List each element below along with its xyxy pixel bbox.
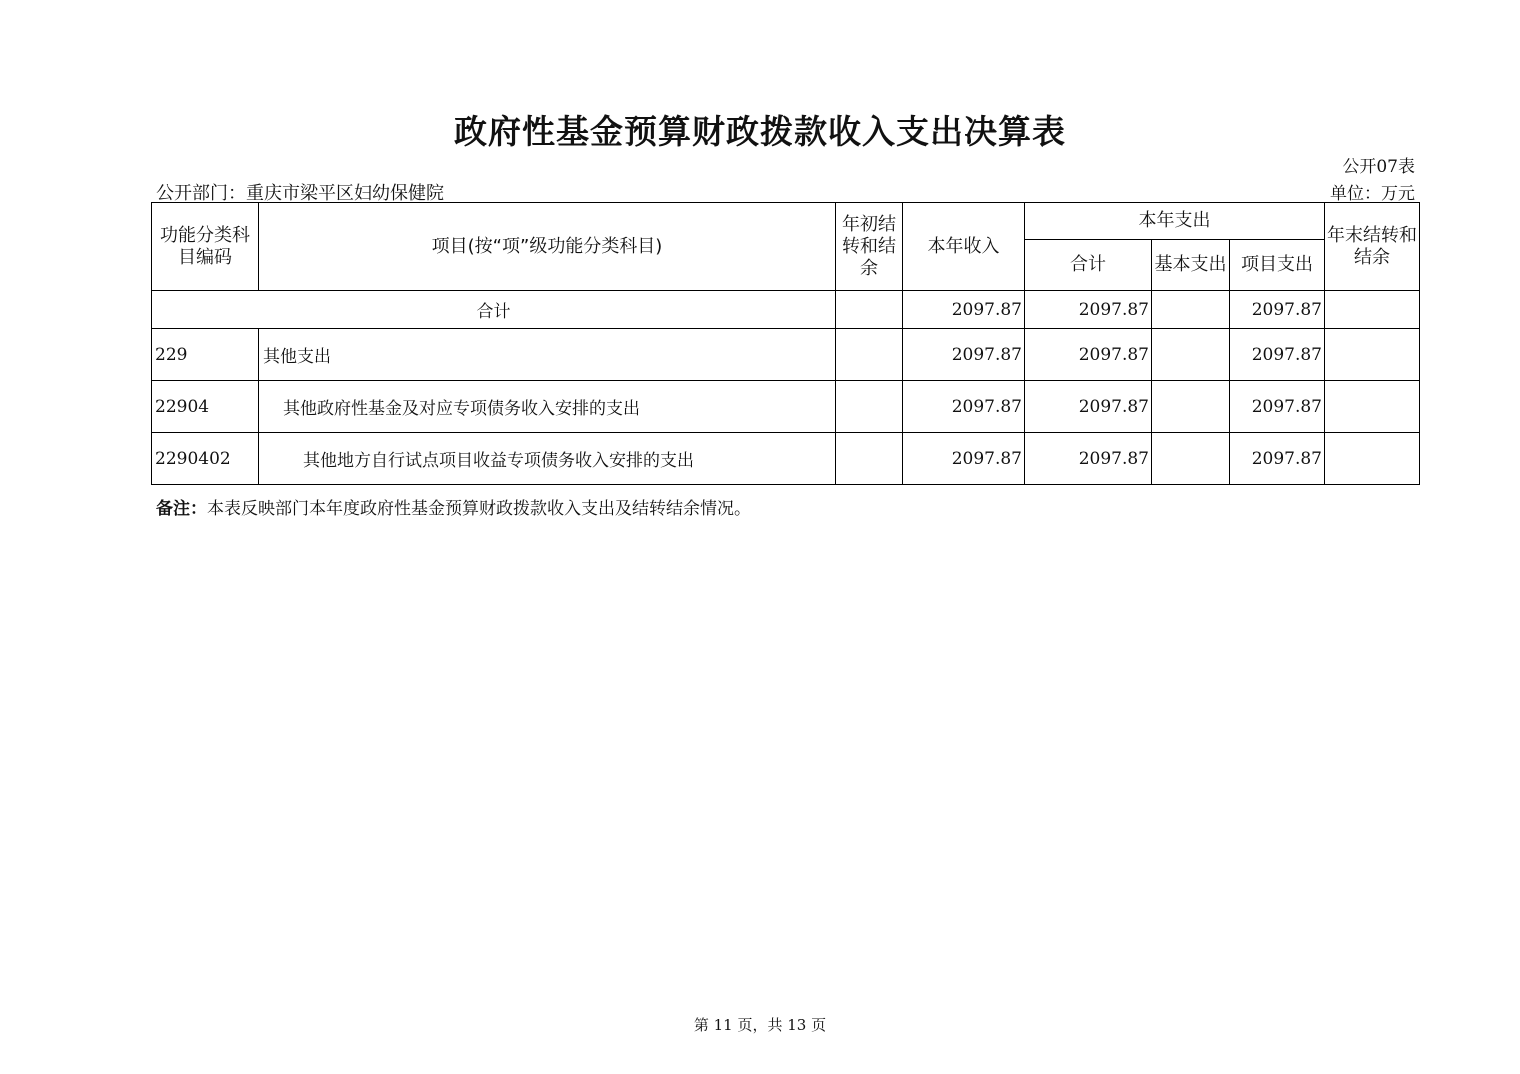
cell-income: 2097.87 <box>903 433 1025 485</box>
cell-expense-total: 2097.87 <box>1025 433 1152 485</box>
header-begin-balance: 年初结转和结余 <box>836 203 903 291</box>
budget-table <box>151 202 1420 485</box>
cell-expense-project: 2097.87 <box>1230 433 1325 485</box>
department-label: 公开部门：重庆市梁平区妇幼保健院 <box>156 183 444 204</box>
page-footer: 第 11 页，共 13 页 <box>693 1016 827 1034</box>
cell-expense-total: 2097.87 <box>1025 291 1152 329</box>
form-number: 公开07表 <box>1342 157 1415 177</box>
cell-code: 2290402 <box>152 433 259 485</box>
cell-expense-basic <box>1152 381 1230 433</box>
table-row <box>152 433 1420 485</box>
table-row <box>152 381 1420 433</box>
note-text: 本表反映部门本年度政府性基金预算财政拨款收入支出及结转结余情况。 <box>207 499 751 519</box>
cell-expense-basic <box>1152 433 1230 485</box>
cell-expense-project: 2097.87 <box>1230 381 1325 433</box>
table-row-total <box>152 291 1420 329</box>
cell-expense-total: 2097.87 <box>1025 381 1152 433</box>
cell-end-balance <box>1325 381 1420 433</box>
cell-income: 2097.87 <box>903 329 1025 381</box>
cell-code: 22904 <box>152 381 259 433</box>
cell-code: 229 <box>152 329 259 381</box>
cell-begin-balance <box>836 381 903 433</box>
cell-end-balance <box>1325 329 1420 381</box>
cell-name: 其他地方自行试点项目收益专项债务收入安排的支出 <box>259 433 836 485</box>
total-label: 合计 <box>152 291 836 329</box>
header-expense-project: 项目支出 <box>1230 240 1325 291</box>
unit-label: 单位：万元 <box>1330 184 1415 204</box>
cell-begin-balance <box>836 291 903 329</box>
cell-expense-basic <box>1152 291 1230 329</box>
header-item: 项目(按“项”级功能分类科目) <box>259 203 836 291</box>
cell-name: 其他支出 <box>259 329 836 381</box>
header-expense-basic: 基本支出 <box>1152 240 1230 291</box>
header-code: 功能分类科目编码 <box>152 203 259 291</box>
header-end-balance: 年末结转和结余 <box>1325 203 1420 291</box>
cell-income: 2097.87 <box>903 291 1025 329</box>
cell-expense-total: 2097.87 <box>1025 329 1152 381</box>
cell-income: 2097.87 <box>903 381 1025 433</box>
table-note <box>156 494 751 519</box>
cell-expense-project: 2097.87 <box>1230 329 1325 381</box>
cell-begin-balance <box>836 433 903 485</box>
page-title: 政府性基金预算财政拨款收入支出决算表 <box>454 112 1066 151</box>
cell-end-balance <box>1325 433 1420 485</box>
cell-end-balance <box>1325 291 1420 329</box>
note-label: 备注： <box>156 499 207 519</box>
cell-expense-basic <box>1152 329 1230 381</box>
table-row <box>152 329 1420 381</box>
cell-begin-balance <box>836 329 903 381</box>
cell-expense-project: 2097.87 <box>1230 291 1325 329</box>
header-expense-group: 本年支出 <box>1025 203 1325 240</box>
header-income: 本年收入 <box>903 203 1025 291</box>
cell-name: 其他政府性基金及对应专项债务收入安排的支出 <box>259 381 836 433</box>
header-expense-total: 合计 <box>1025 240 1152 291</box>
